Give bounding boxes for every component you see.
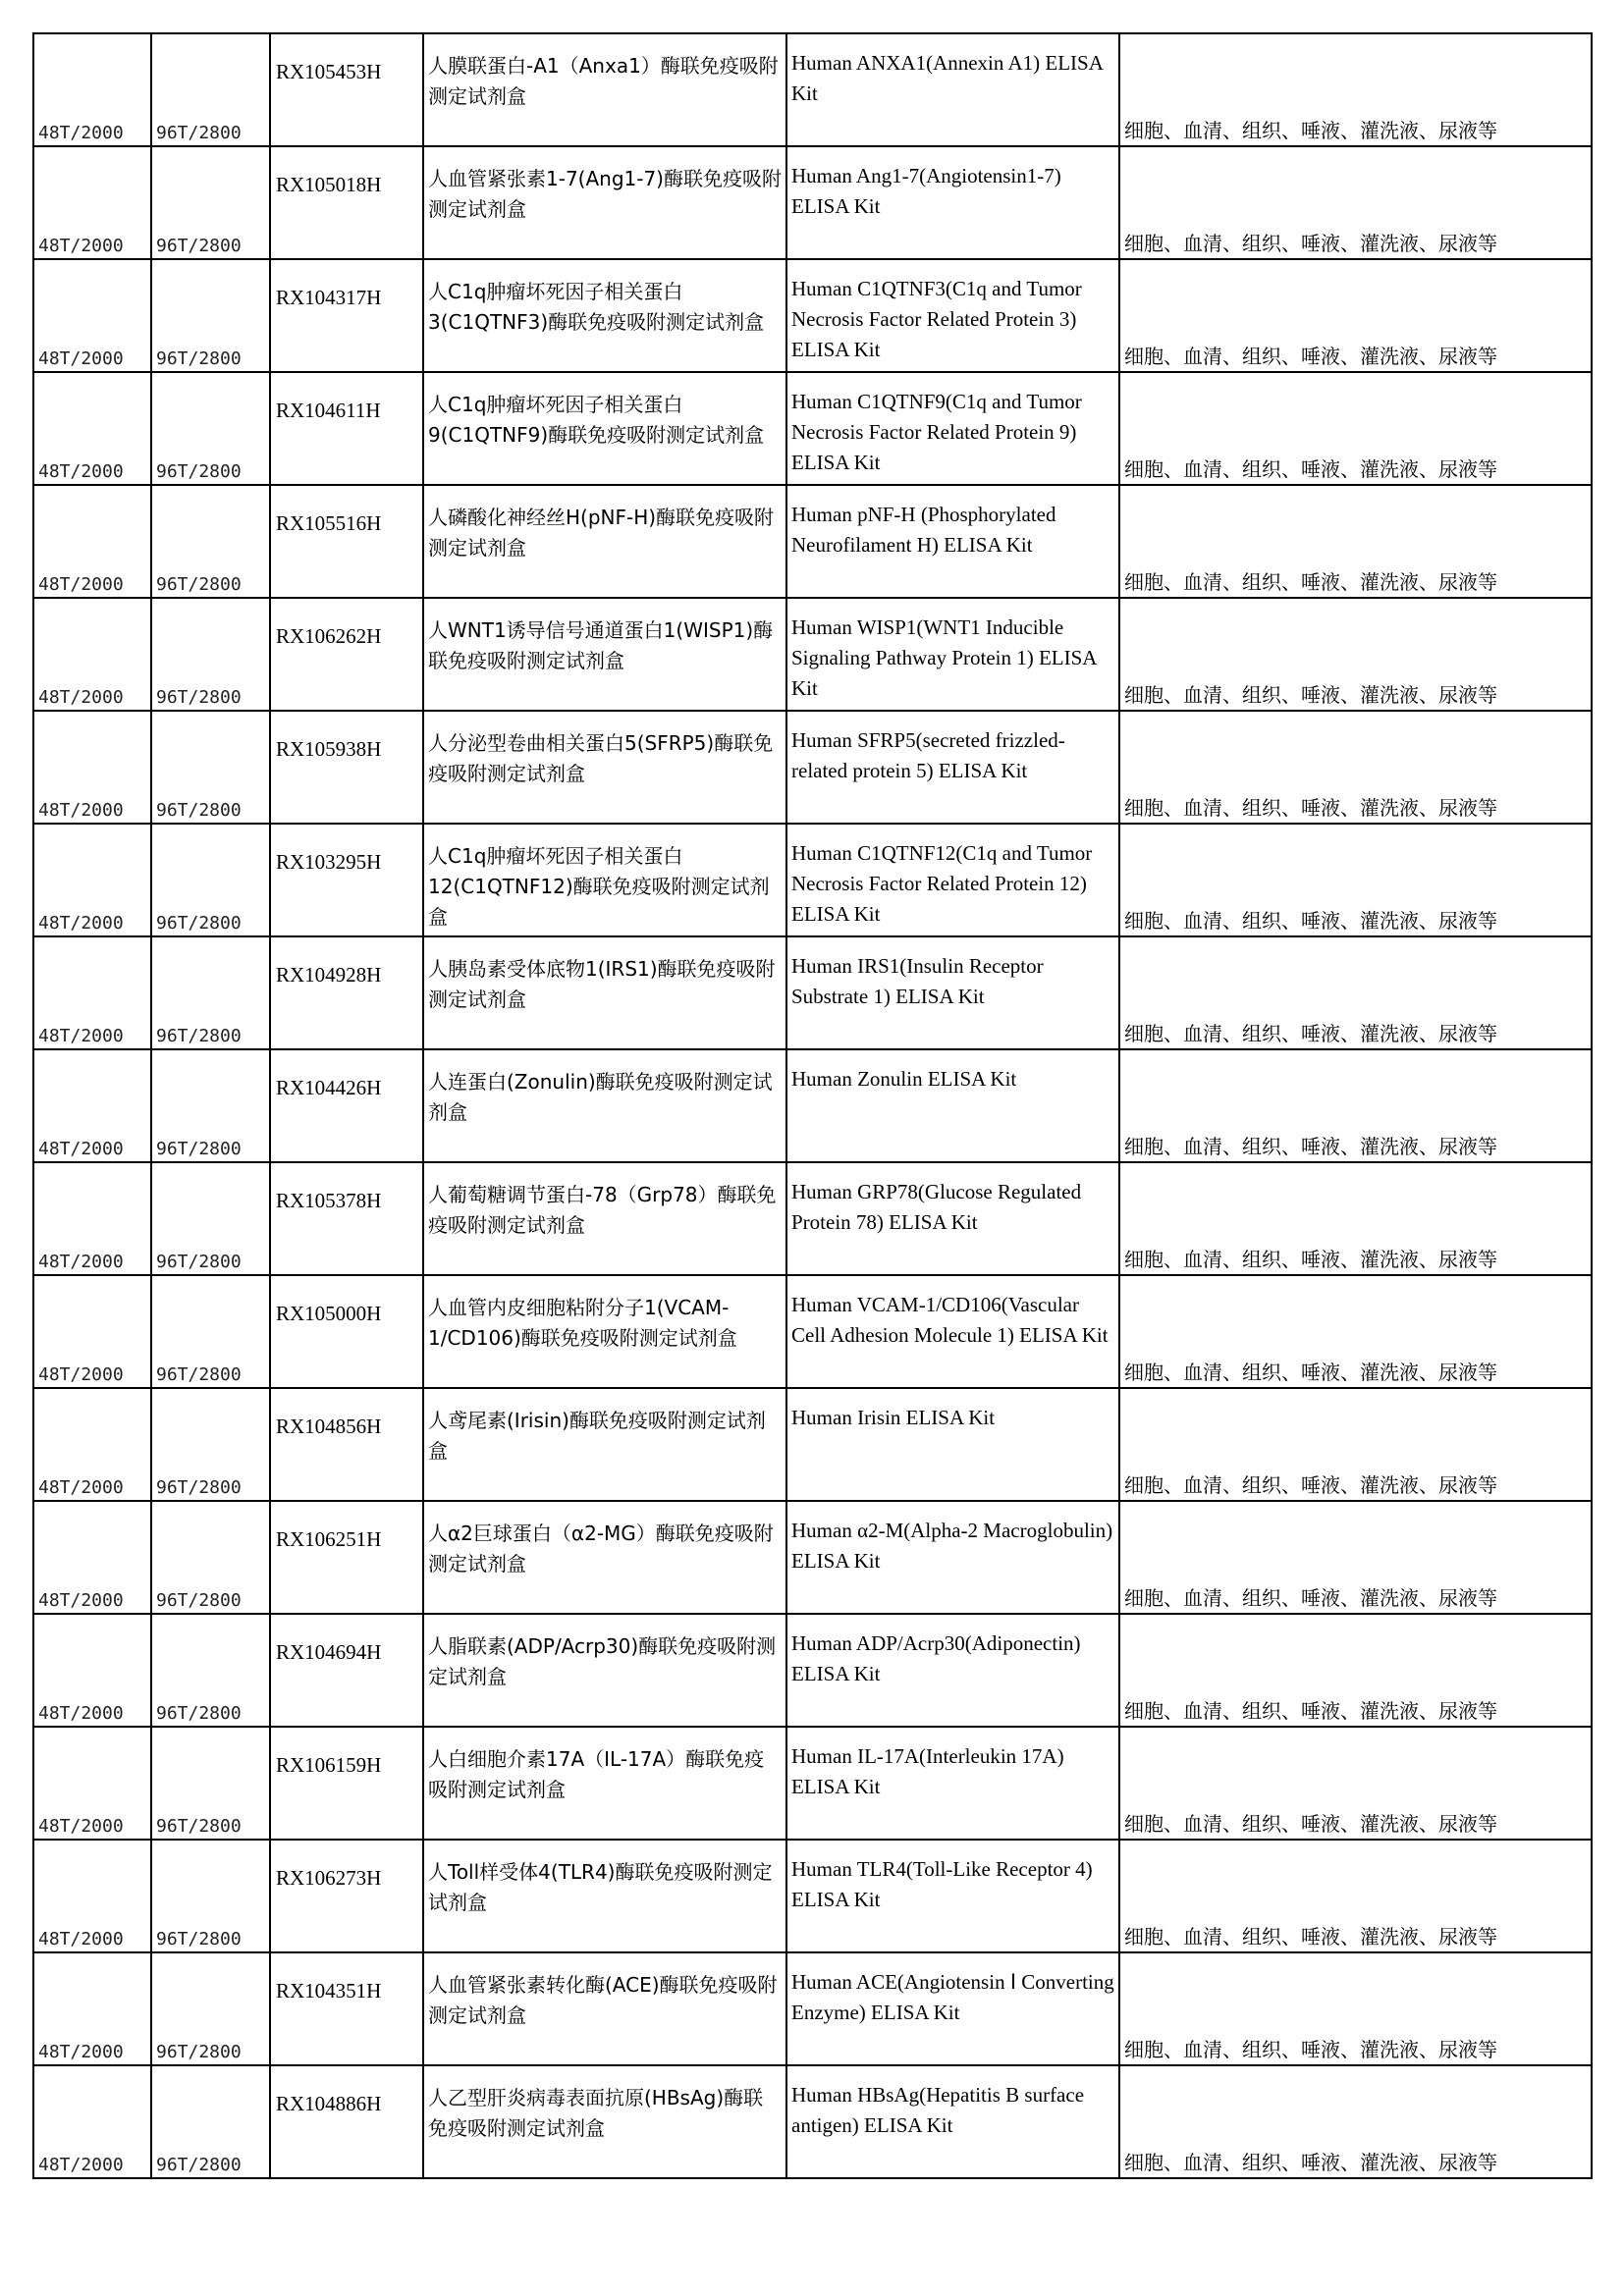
spec-48t-cell: 48T/2000 (33, 936, 151, 1049)
english-name-cell: Human α2-M(Alpha-2 Macroglobulin) ELISA Kit (786, 1501, 1119, 1614)
spec-48t-cell: 48T/2000 (33, 1501, 151, 1614)
table-row (33, 1840, 1592, 1952)
english-name-cell: Human pNF-H (Phosphorylated Neurofilament H) ELISA Kit (786, 485, 1119, 598)
spec-48t-cell: 48T/2000 (33, 1614, 151, 1727)
catalog-number-cell: RX105938H (270, 711, 423, 824)
table-row (33, 936, 1592, 1049)
english-name-cell: Human ANXA1(Annexin A1) ELISA Kit (786, 33, 1119, 146)
spec-96t-cell: 96T/2800 (151, 1388, 270, 1501)
sample-types-cell: 细胞、血清、组织、唾液、灌洗液、尿液等 (1119, 598, 1592, 711)
chinese-name-cell: 人磷酸化神经丝H(pNF-H)酶联免疫吸附测定试剂盒 (423, 485, 786, 598)
chinese-name-cell: 人胰岛素受体底物1(IRS1)酶联免疫吸附测定试剂盒 (423, 936, 786, 1049)
chinese-name-cell: 人鸢尾素(Irisin)酶联免疫吸附测定试剂盒 (423, 1388, 786, 1501)
sample-types-cell: 细胞、血清、组织、唾液、灌洗液、尿液等 (1119, 1162, 1592, 1275)
chinese-name-cell: 人Toll样受体4(TLR4)酶联免疫吸附测定试剂盒 (423, 1840, 786, 1952)
catalog-number-cell: RX104886H (270, 2065, 423, 2178)
spec-48t-cell: 48T/2000 (33, 1952, 151, 2065)
sample-types-cell: 细胞、血清、组织、唾液、灌洗液、尿液等 (1119, 146, 1592, 259)
spec-96t-cell: 96T/2800 (151, 1952, 270, 2065)
sample-types-cell: 细胞、血清、组织、唾液、灌洗液、尿液等 (1119, 1388, 1592, 1501)
english-name-cell: Human WISP1(WNT1 Inducible Signaling Pathway Protein 1) ELISA Kit (786, 598, 1119, 711)
spec-48t-cell: 48T/2000 (33, 2065, 151, 2178)
chinese-name-cell: 人膜联蛋白-A1（Anxa1）酶联免疫吸附测定试剂盒 (423, 33, 786, 146)
english-name-cell: Human SFRP5(secreted frizzled-related protein 5) ELISA Kit (786, 711, 1119, 824)
sample-types-cell: 细胞、血清、组织、唾液、灌洗液、尿液等 (1119, 1614, 1592, 1727)
table-row (33, 598, 1592, 711)
table-row (33, 2065, 1592, 2178)
spec-96t-cell: 96T/2800 (151, 2065, 270, 2178)
english-name-cell: Human ADP/Acrp30(Adiponectin) ELISA Kit (786, 1614, 1119, 1727)
catalog-number-cell: RX105378H (270, 1162, 423, 1275)
table-row (33, 259, 1592, 372)
english-name-cell: Human C1QTNF12(C1q and Tumor Necrosis Factor Related Protein 12) ELISA Kit (786, 824, 1119, 936)
sample-types-cell: 细胞、血清、组织、唾液、灌洗液、尿液等 (1119, 1275, 1592, 1388)
spec-96t-cell: 96T/2800 (151, 485, 270, 598)
spec-96t-cell: 96T/2800 (151, 1049, 270, 1162)
sample-types-cell: 细胞、血清、组织、唾液、灌洗液、尿液等 (1119, 485, 1592, 598)
table-row (33, 1952, 1592, 2065)
english-name-cell: Human VCAM-1/CD106(Vascular Cell Adhesion Molecule 1) ELISA Kit (786, 1275, 1119, 1388)
table-row (33, 1275, 1592, 1388)
sample-types-cell: 细胞、血清、组织、唾液、灌洗液、尿液等 (1119, 824, 1592, 936)
chinese-name-cell: 人血管内皮细胞粘附分子1(VCAM-1/CD106)酶联免疫吸附测定试剂盒 (423, 1275, 786, 1388)
table-row (33, 711, 1592, 824)
sample-types-cell: 细胞、血清、组织、唾液、灌洗液、尿液等 (1119, 259, 1592, 372)
spec-48t-cell: 48T/2000 (33, 259, 151, 372)
spec-48t-cell: 48T/2000 (33, 485, 151, 598)
table-row (33, 824, 1592, 936)
chinese-name-cell: 人白细胞介素17A（IL-17A）酶联免疫吸附测定试剂盒 (423, 1727, 786, 1840)
chinese-name-cell: 人分泌型卷曲相关蛋白5(SFRP5)酶联免疫吸附测定试剂盒 (423, 711, 786, 824)
english-name-cell: Human Zonulin ELISA Kit (786, 1049, 1119, 1162)
chinese-name-cell: 人C1q肿瘤坏死因子相关蛋白9(C1QTNF9)酶联免疫吸附测定试剂盒 (423, 372, 786, 485)
spec-48t-cell: 48T/2000 (33, 598, 151, 711)
product-table-body (33, 33, 1592, 2178)
spec-96t-cell: 96T/2800 (151, 259, 270, 372)
catalog-number-cell: RX104856H (270, 1388, 423, 1501)
english-name-cell: Human IRS1(Insulin Receptor Substrate 1) ELISA Kit (786, 936, 1119, 1049)
catalog-number-cell: RX103295H (270, 824, 423, 936)
spec-96t-cell: 96T/2800 (151, 1614, 270, 1727)
sample-types-cell: 细胞、血清、组织、唾液、灌洗液、尿液等 (1119, 711, 1592, 824)
chinese-name-cell: 人乙型肝炎病毒表面抗原(HBsAg)酶联免疫吸附测定试剂盒 (423, 2065, 786, 2178)
chinese-name-cell: 人C1q肿瘤坏死因子相关蛋白3(C1QTNF3)酶联免疫吸附测定试剂盒 (423, 259, 786, 372)
table-row (33, 1049, 1592, 1162)
chinese-name-cell: 人C1q肿瘤坏死因子相关蛋白12(C1QTNF12)酶联免疫吸附测定试剂盒 (423, 824, 786, 936)
table-row (33, 485, 1592, 598)
table-row (33, 1614, 1592, 1727)
chinese-name-cell: 人血管紧张素1-7(Ang1-7)酶联免疫吸附测定试剂盒 (423, 146, 786, 259)
table-row (33, 372, 1592, 485)
spec-96t-cell: 96T/2800 (151, 1727, 270, 1840)
table-row (33, 1162, 1592, 1275)
chinese-name-cell: 人WNT1诱导信号通道蛋白1(WISP1)酶联免疫吸附测定试剂盒 (423, 598, 786, 711)
catalog-number-cell: RX105516H (270, 485, 423, 598)
spec-48t-cell: 48T/2000 (33, 1840, 151, 1952)
catalog-number-cell: RX106273H (270, 1840, 423, 1952)
english-name-cell: Human IL-17A(Interleukin 17A) ELISA Kit (786, 1727, 1119, 1840)
catalog-number-cell: RX106262H (270, 598, 423, 711)
chinese-name-cell: 人脂联素(ADP/Acrp30)酶联免疫吸附测定试剂盒 (423, 1614, 786, 1727)
chinese-name-cell: 人葡萄糖调节蛋白-78（Grp78）酶联免疫吸附测定试剂盒 (423, 1162, 786, 1275)
spec-48t-cell: 48T/2000 (33, 1049, 151, 1162)
catalog-number-cell: RX105453H (270, 33, 423, 146)
catalog-number-cell: RX106251H (270, 1501, 423, 1614)
english-name-cell: Human ACE(Angiotensin Ⅰ Converting Enzyme) ELISA Kit (786, 1952, 1119, 2065)
english-name-cell: Human C1QTNF3(C1q and Tumor Necrosis Factor Related Protein 3) ELISA Kit (786, 259, 1119, 372)
sample-types-cell: 细胞、血清、组织、唾液、灌洗液、尿液等 (1119, 33, 1592, 146)
catalog-number-cell: RX105018H (270, 146, 423, 259)
catalog-number-cell: RX104317H (270, 259, 423, 372)
english-name-cell: Human GRP78(Glucose Regulated Protein 78) ELISA Kit (786, 1162, 1119, 1275)
spec-48t-cell: 48T/2000 (33, 1162, 151, 1275)
catalog-number-cell: RX104426H (270, 1049, 423, 1162)
chinese-name-cell: 人连蛋白(Zonulin)酶联免疫吸附测定试剂盒 (423, 1049, 786, 1162)
spec-96t-cell: 96T/2800 (151, 936, 270, 1049)
spec-48t-cell: 48T/2000 (33, 372, 151, 485)
spec-96t-cell: 96T/2800 (151, 711, 270, 824)
spec-48t-cell: 48T/2000 (33, 1275, 151, 1388)
spec-48t-cell: 48T/2000 (33, 146, 151, 259)
spec-96t-cell: 96T/2800 (151, 1275, 270, 1388)
spec-48t-cell: 48T/2000 (33, 1388, 151, 1501)
sample-types-cell: 细胞、血清、组织、唾液、灌洗液、尿液等 (1119, 1501, 1592, 1614)
catalog-number-cell: RX104694H (270, 1614, 423, 1727)
spec-96t-cell: 96T/2800 (151, 598, 270, 711)
table-row (33, 33, 1592, 146)
table-row (33, 1727, 1592, 1840)
english-name-cell: Human C1QTNF9(C1q and Tumor Necrosis Factor Related Protein 9) ELISA Kit (786, 372, 1119, 485)
spec-96t-cell: 96T/2800 (151, 146, 270, 259)
spec-48t-cell: 48T/2000 (33, 1727, 151, 1840)
chinese-name-cell: 人血管紧张素转化酶(ACE)酶联免疫吸附测定试剂盒 (423, 1952, 786, 2065)
table-row (33, 1501, 1592, 1614)
catalog-number-cell: RX106159H (270, 1727, 423, 1840)
catalog-number-cell: RX104351H (270, 1952, 423, 2065)
sample-types-cell: 细胞、血清、组织、唾液、灌洗液、尿液等 (1119, 1952, 1592, 2065)
sample-types-cell: 细胞、血清、组织、唾液、灌洗液、尿液等 (1119, 936, 1592, 1049)
table-row (33, 146, 1592, 259)
sample-types-cell: 细胞、血清、组织、唾液、灌洗液、尿液等 (1119, 1840, 1592, 1952)
spec-48t-cell: 48T/2000 (33, 33, 151, 146)
english-name-cell: Human Ang1-7(Angiotensin1-7) ELISA Kit (786, 146, 1119, 259)
spec-96t-cell: 96T/2800 (151, 33, 270, 146)
catalog-number-cell: RX105000H (270, 1275, 423, 1388)
spec-96t-cell: 96T/2800 (151, 824, 270, 936)
sample-types-cell: 细胞、血清、组织、唾液、灌洗液、尿液等 (1119, 2065, 1592, 2178)
catalog-number-cell: RX104928H (270, 936, 423, 1049)
spec-48t-cell: 48T/2000 (33, 711, 151, 824)
english-name-cell: Human Irisin ELISA Kit (786, 1388, 1119, 1501)
spec-96t-cell: 96T/2800 (151, 1162, 270, 1275)
sample-types-cell: 细胞、血清、组织、唾液、灌洗液、尿液等 (1119, 372, 1592, 485)
spec-96t-cell: 96T/2800 (151, 1501, 270, 1614)
spec-48t-cell: 48T/2000 (33, 824, 151, 936)
spec-96t-cell: 96T/2800 (151, 1840, 270, 1952)
catalog-number-cell: RX104611H (270, 372, 423, 485)
english-name-cell: Human TLR4(Toll-Like Receptor 4) ELISA Kit (786, 1840, 1119, 1952)
product-table (32, 32, 1593, 2179)
table-row (33, 1388, 1592, 1501)
sample-types-cell: 细胞、血清、组织、唾液、灌洗液、尿液等 (1119, 1049, 1592, 1162)
sample-types-cell: 细胞、血清、组织、唾液、灌洗液、尿液等 (1119, 1727, 1592, 1840)
spec-96t-cell: 96T/2800 (151, 372, 270, 485)
english-name-cell: Human HBsAg(Hepatitis B surface antigen) ELISA Kit (786, 2065, 1119, 2178)
chinese-name-cell: 人α2巨球蛋白（α2-MG）酶联免疫吸附测定试剂盒 (423, 1501, 786, 1614)
